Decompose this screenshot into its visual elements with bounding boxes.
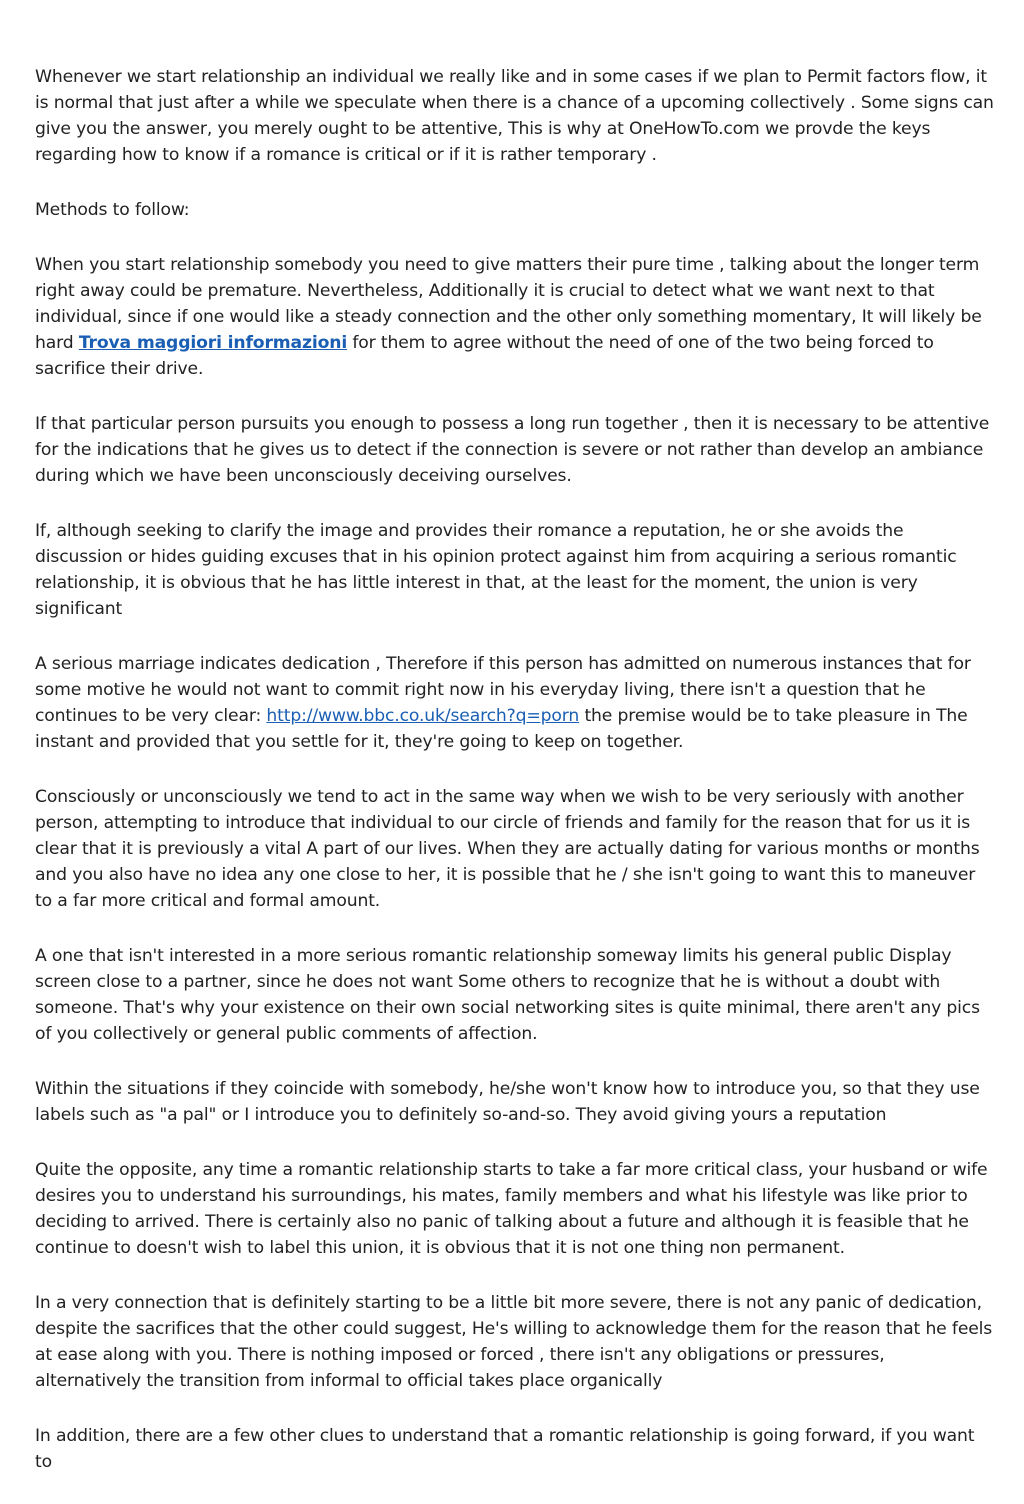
trova-maggiori-link[interactable]: Trova maggiori informazioni — [78, 333, 348, 353]
bbc-search-link[interactable]: http://www.bbc.co.uk/search?q=porn — [266, 706, 580, 726]
paragraph-text: A serious marriage indicates dedication , Therefore if this person has admitted on numerous instances that for some motive he would not want to commit right now in his everyday living, there isn't a question that he continues to be very clear: — [35, 654, 971, 726]
paragraph-other-clues: In addition, there are a few other clues to understand that a romantic relationship is going forward, if you want to — [35, 1426, 975, 1472]
paragraph-text: When you start relationship somebody you need to give matters their pure time , talking about the longer term right away could be premature. Nevertheless, Additionally it is crucial to detect what we want next to that individual, since if one would like a steady connection and the other only something momentary, It will likely be hard — [35, 255, 982, 353]
paragraph-opposite: Quite the opposite, any time a romantic relationship starts to take a far more critical class, your husband or wife desires you to understand his surroundings, his mates, family members and what his lifestyle was like prior to deciding to arrived. There is certainly also no panic of talking about a future and although it is feasible that he continue to doesn't wish to label this union, it is obvious that it is not one thing non permanent. — [35, 1160, 988, 1258]
paragraph-avoids-discussion: If, although seeking to clarify the image and provides their romance a reputation, he or she avoids the discussion or hides guiding excuses that in his opinion protect against him from acquiring a serious romantic relationship, it is obvious that he has little interest in that, at the least for the moment, the union is very significant — [35, 521, 957, 619]
paragraph-intro: Whenever we start relationship an individual we really like and in some cases if we plan to Permit factors flow, it is normal that just after a while we speculate when there is a chance of a upcoming collectively . Some signs can give you the answer, you merely ought to be attentive, This is why at OneHowTo.com we provde the keys regarding how to know if a romance is critical or if it is rather temporary . — [35, 67, 994, 165]
article-body — [35, 64, 995, 1504]
paragraph-dedication — [35, 651, 995, 755]
paragraph-methods-heading: Methods to follow: — [35, 200, 190, 220]
paragraph-labels: Within the situations if they coincide with somebody, he/she won't know how to introduce you, so that they use labels such as "a pal" or I introduce you to definitely so-and-so. They avoid giving yours a reputation — [35, 1079, 980, 1125]
paragraph-introduce-friends: Consciously or unconsciously we tend to act in the same way when we wish to be very seriously with another person, attempting to introduce that individual to our circle of friends and family for the reason that for us it is clear that it is previously a vital A part of our lives. When they are actually dating for various months or months and you also have no idea any one close to her, it is possible that he / she isn't going to want this to maneuver to a far more critical and formal amount. — [35, 787, 980, 911]
paragraph-public-display: A one that isn't interested in a more serious romantic relationship someway limits his general public Display screen close to a partner, since he does not want Some others to recognize that he is without a doubt with someone. That's why your existence on their own social networking sites is quite minimal, there aren't any pics of you collectively or general public comments of affection. — [35, 946, 980, 1044]
paragraph-text: the premise would be to take pleasure in The instant and provided that you settle for it, they're going to keep on together. — [35, 706, 968, 752]
paragraph-attentive: If that particular person pursuits you enough to possess a long run together , then it is necessary to be attentive for the indications that he gives us to detect if the connection is severe or not rather than develop an ambiance during which we have been unconsciously deceiving ourselves. — [35, 414, 990, 486]
paragraph-start-relationship — [35, 252, 995, 382]
paragraph-text: for them to agree without the need of one of the two being forced to sacrifice their drive. — [35, 333, 934, 379]
paragraph-no-panic: In a very connection that is definitely starting to be a little bit more severe, there is not any panic of dedication, despite the sacrifices that the other could suggest, He's willing to acknowledge them for the reason that he feels at ease along with you. There is nothing imposed or forced , there isn't any obligations or pressures, alternatively the transition from informal to official takes place organically — [35, 1293, 993, 1391]
